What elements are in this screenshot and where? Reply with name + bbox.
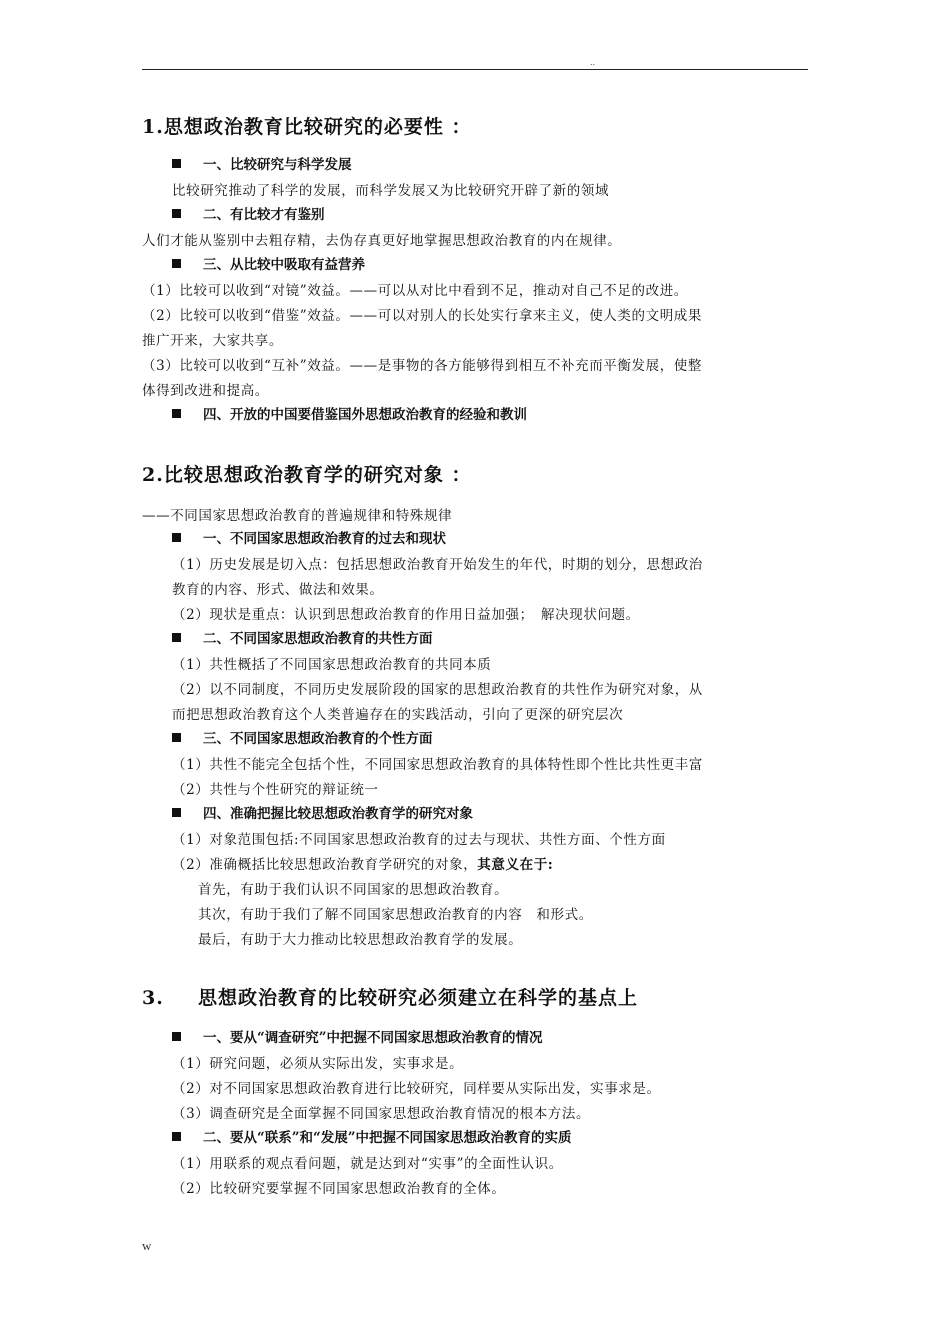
- s3-subheading-1: 一、要从“调查研究”中把握不同国家思想政治教育的情况: [172, 1026, 543, 1046]
- s3-item-4: （1）用联系的观点看问题，就是达到对“实事”的全面性认识。: [172, 1156, 563, 1172]
- s1-paragraph-2: 人们才能从鉴别中去粗存精，去伪存真更好地掌握思想政治教育的内在规律。: [142, 233, 622, 249]
- s2-item-1-line-2: 教育的内容、形式、做法和效果。: [172, 582, 384, 598]
- s2-item-7: （1）对象范围包括:不同国家思想政治教育的过去与现状、共性方面、个性方面: [172, 832, 666, 848]
- square-bullet-icon: [172, 533, 181, 542]
- s2-subheading-2: 二、不同国家思想政治教育的共性方面: [172, 627, 433, 647]
- square-bullet-icon: [172, 259, 181, 268]
- s2-subheading-4: 四、准确把握比较思想政治教育学的研究对象: [172, 802, 473, 822]
- s3-item-5: （2）比较研究要掌握不同国家思想政治教育的全体。: [172, 1181, 506, 1197]
- square-bullet-icon: [172, 808, 181, 817]
- s1-item-1: （1）比较可以收到“对镜”效益。——可以从对比中看到不足，推动对自己不足的改进。: [142, 283, 688, 299]
- s1-item-2-line-1: （2）比较可以收到“借鉴”效益。——可以对别人的长处实行拿来主义，使人类的文明成果: [142, 308, 702, 324]
- s1-subheading-3: 三、从比较中吸取有益营养: [172, 253, 365, 273]
- square-bullet-icon: [172, 633, 181, 642]
- s2-subheading-3: 三、不同国家思想政治教育的个性方面: [172, 727, 433, 747]
- s2-meaning-1: 首先，有助于我们认识不同国家的思想政治教育。: [198, 882, 509, 898]
- section-1-heading: [142, 112, 471, 139]
- s1-subheading-4: 四、开放的中国要借鉴国外思想政治教育的经验和教训: [172, 403, 527, 423]
- s2-item-4-line-1: （2）以不同制度，不同历史发展阶段的国家的思想政治教育的共性作为研究对象，从: [172, 682, 703, 698]
- section-1-number: 1.: [142, 116, 164, 138]
- s1-item-3-line-2: 体得到改进和提高。: [142, 383, 269, 399]
- s2-item-3: （1）共性概括了不同国家思想政治教育的共同本质: [172, 657, 492, 673]
- s1-paragraph-1: 比较研究推动了科学的发展，而科学发展又为比较研究开辟了新的领域: [172, 183, 610, 199]
- square-bullet-icon: [172, 733, 181, 742]
- s2-meaning-3: 最后，有助于大力推动比较思想政治教育学的发展。: [198, 932, 523, 948]
- s2-item-4-line-2: 而把思想政治教育这个人类普遍存在的实践活动，引向了更深的研究层次: [172, 707, 624, 723]
- section-1-title: 思想政治教育比较研究的必要性 ：: [163, 116, 472, 138]
- section-3-heading: [142, 983, 638, 1010]
- section-3-number: 3.: [142, 987, 164, 1009]
- s3-item-2: （2）对不同国家思想政治教育进行比较研究，同样要从实际出发，实事求是。: [172, 1081, 661, 1097]
- s3-item-1: （1）研究问题，必须从实际出发，实事求是。: [172, 1056, 464, 1072]
- s2-item-5: （1）共性不能完全包括个性，不同国家思想政治教育的具体特性即个性比共性更丰富: [172, 757, 703, 773]
- s3-subheading-2: 二、要从“联系”和“发展”中把握不同国家思想政治教育的实质: [172, 1126, 572, 1146]
- section-3-title: 思想政治教育的比较研究必须建立在科学的基点上: [198, 987, 639, 1009]
- square-bullet-icon: [172, 159, 181, 168]
- header-mark: ..: [590, 58, 596, 67]
- s3-item-3: （3）调查研究是全面掌握不同国家思想政治教育情况的根本方法。: [172, 1106, 591, 1122]
- s1-item-2-line-2: 推广开来，大家共享。: [142, 333, 283, 349]
- footer-mark: w: [142, 1238, 152, 1253]
- s2-subheading-1: 一、不同国家思想政治教育的过去和现状: [172, 527, 446, 547]
- header-rule: [142, 69, 808, 70]
- section-2-title: 比较思想政治教育学的研究对象 ：: [163, 464, 472, 486]
- square-bullet-icon: [172, 1132, 181, 1141]
- s2-meaning-2: 其次，有助于我们了解不同国家思想政治教育的内容 和形式。: [198, 907, 593, 923]
- section-2-heading: [142, 460, 471, 487]
- s2-item-8: （2）准确概括比较思想政治教育学研究的对象，其意义在于:: [172, 857, 554, 873]
- square-bullet-icon: [172, 1032, 181, 1041]
- s1-subheading-2: 二、有比较才有鉴别: [172, 203, 325, 223]
- section-2-number: 2.: [142, 464, 164, 486]
- square-bullet-icon: [172, 209, 181, 218]
- s2-intro: ——不同国家思想政治教育的普遍规律和特殊规律: [142, 508, 453, 524]
- s1-item-3-line-1: （3）比较可以收到“互补”效益。——是事物的各方能够得到相互不补充而平衡发展，使整: [142, 358, 702, 374]
- s2-item-1-line-1: （1）历史发展是切入点：包括思想政治教育开始发生的年代，时期的划分，思想政治: [172, 557, 703, 573]
- square-bullet-icon: [172, 409, 181, 418]
- s2-item-6: （2）共性与个性研究的辩证统一: [172, 782, 379, 798]
- s1-subheading-1: 一、比较研究与科学发展: [172, 153, 352, 173]
- s2-item-2: （2）现状是重点：认识到思想政治教育的作用日益加强； 解决现状问题。: [172, 607, 640, 623]
